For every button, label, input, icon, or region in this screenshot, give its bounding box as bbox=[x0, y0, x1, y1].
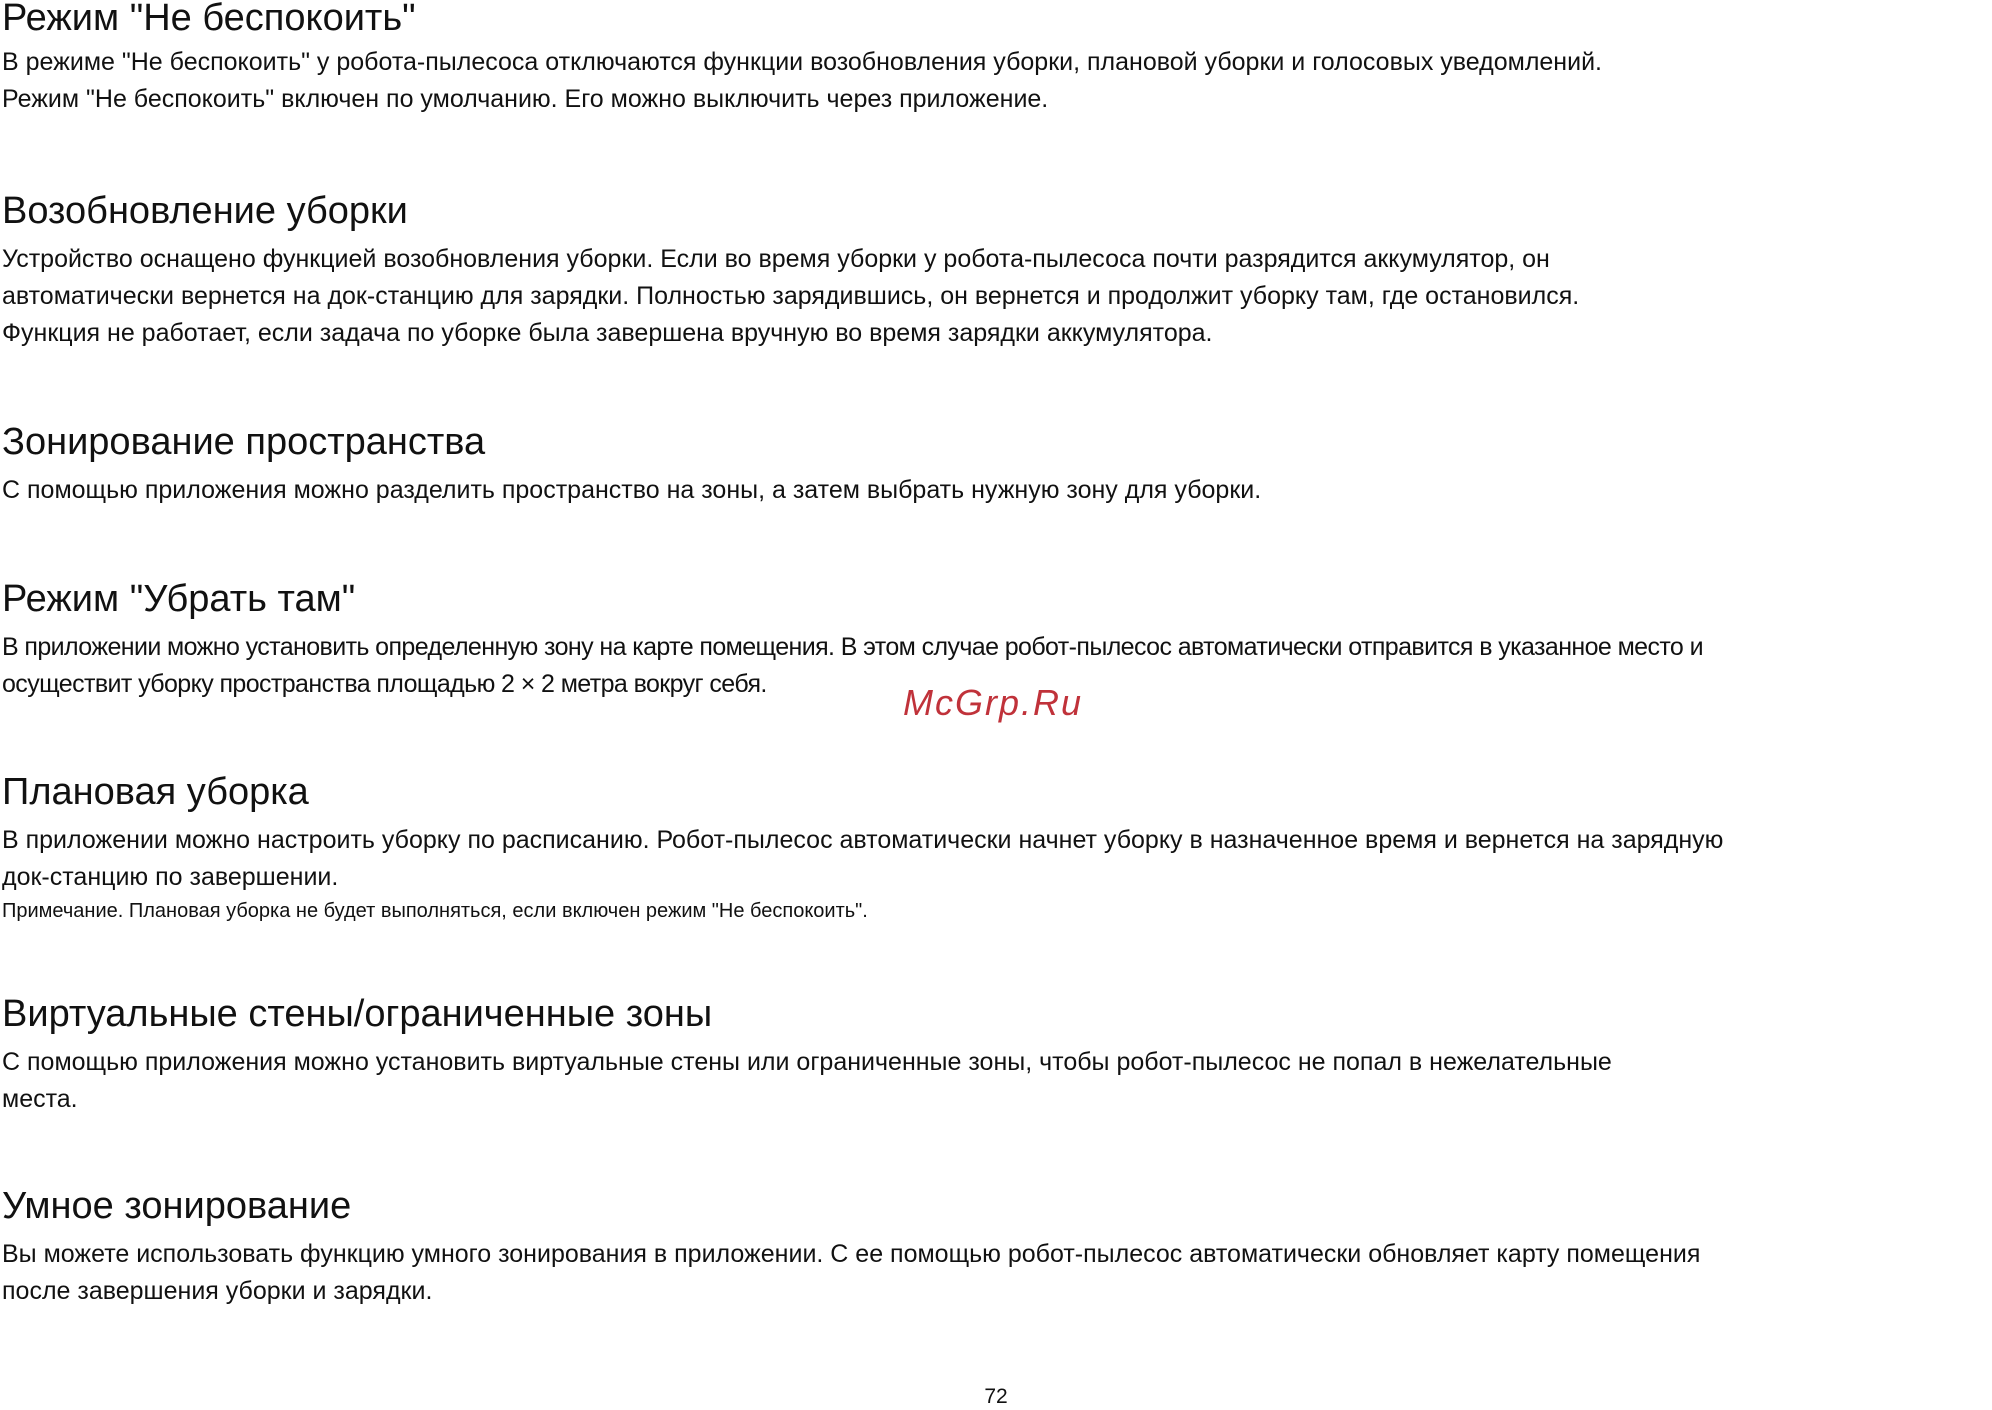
body-line: автоматически вернется на док-станцию для зарядки. Полностью зарядившись, он вернется и продолжит уборку там, где остановился. bbox=[2, 282, 1580, 310]
body-line: В приложении можно установить определенную зону на карте помещения. В этом случае робот-пылесос автоматически отправится в указанное место и bbox=[2, 633, 1703, 661]
section-note: Примечание. Плановая уборка не будет выполняться, если включен режим "Не беспокоить". bbox=[2, 900, 868, 922]
section-body bbox=[2, 1044, 1987, 1118]
section-title: Виртуальные стены/ограниченные зоны bbox=[2, 993, 713, 1035]
body-line: осуществит уборку пространства площадью 2 × 2 метра вокруг себя. bbox=[2, 670, 767, 698]
section-scheduled-cleaning bbox=[2, 770, 1987, 926]
section-title: Режим "Не беспокоить" bbox=[2, 0, 416, 39]
section-body bbox=[2, 44, 1987, 118]
body-line: Режим "Не беспокоить" включен по умолчанию. Его можно выключить через приложение. bbox=[2, 85, 1049, 113]
body-line: Функция не работает, если задача по уборке была завершена вручную во время зарядки аккумулятора. bbox=[2, 319, 1213, 347]
body-line: В режиме "Не беспокоить" у робота-пылесоса отключаются функции возобновления уборки, плановой уборки и голосовых уведомлений. bbox=[2, 48, 1602, 76]
section-body bbox=[2, 822, 1987, 896]
section-title: Умное зонирование bbox=[2, 1185, 352, 1227]
body-line: В приложении можно настроить уборку по расписанию. Робот-пылесос автоматически начнет уборку в назначенное время и вернется на зарядную bbox=[2, 826, 1724, 854]
section-title: Возобновление уборки bbox=[2, 190, 408, 232]
section-space-zoning bbox=[2, 420, 1987, 509]
section-body bbox=[2, 472, 1987, 509]
section-title: Зонирование пространства bbox=[2, 421, 486, 463]
body-line: Устройство оснащено функцией возобновления уборки. Если во время уборки у робота-пылесоса почти разрядится аккумулятор, он bbox=[2, 245, 1550, 273]
body-line: док-станцию по завершении. bbox=[2, 863, 339, 891]
body-line: места. bbox=[2, 1085, 78, 1113]
page-number: 72 bbox=[984, 1385, 1008, 1408]
section-do-not-disturb bbox=[2, 0, 1987, 118]
body-line: Вы можете использовать функцию умного зонирования в приложении. С ее помощью робот-пылесос автоматически обновляет карту помещения bbox=[2, 1240, 1701, 1268]
section-title: Режим "Убрать там" bbox=[2, 578, 356, 620]
section-title: Плановая уборка bbox=[2, 771, 309, 813]
body-line: С помощью приложения можно установить виртуальные стены или ограниченные зоны, чтобы робот-пылесос не попал в нежелательные bbox=[2, 1048, 1612, 1076]
section-body bbox=[2, 241, 1987, 352]
watermark: McGrp.Ru bbox=[903, 682, 1084, 723]
body-line: С помощью приложения можно разделить пространство на зоны, а затем выбрать нужную зону для уборки. bbox=[2, 476, 1262, 504]
body-line: после завершения уборки и зарядки. bbox=[2, 1277, 433, 1305]
section-smart-zoning bbox=[2, 1184, 1987, 1310]
section-virtual-walls bbox=[2, 992, 1987, 1118]
section-body bbox=[2, 1236, 1987, 1310]
section-resume-cleaning bbox=[2, 189, 1987, 352]
